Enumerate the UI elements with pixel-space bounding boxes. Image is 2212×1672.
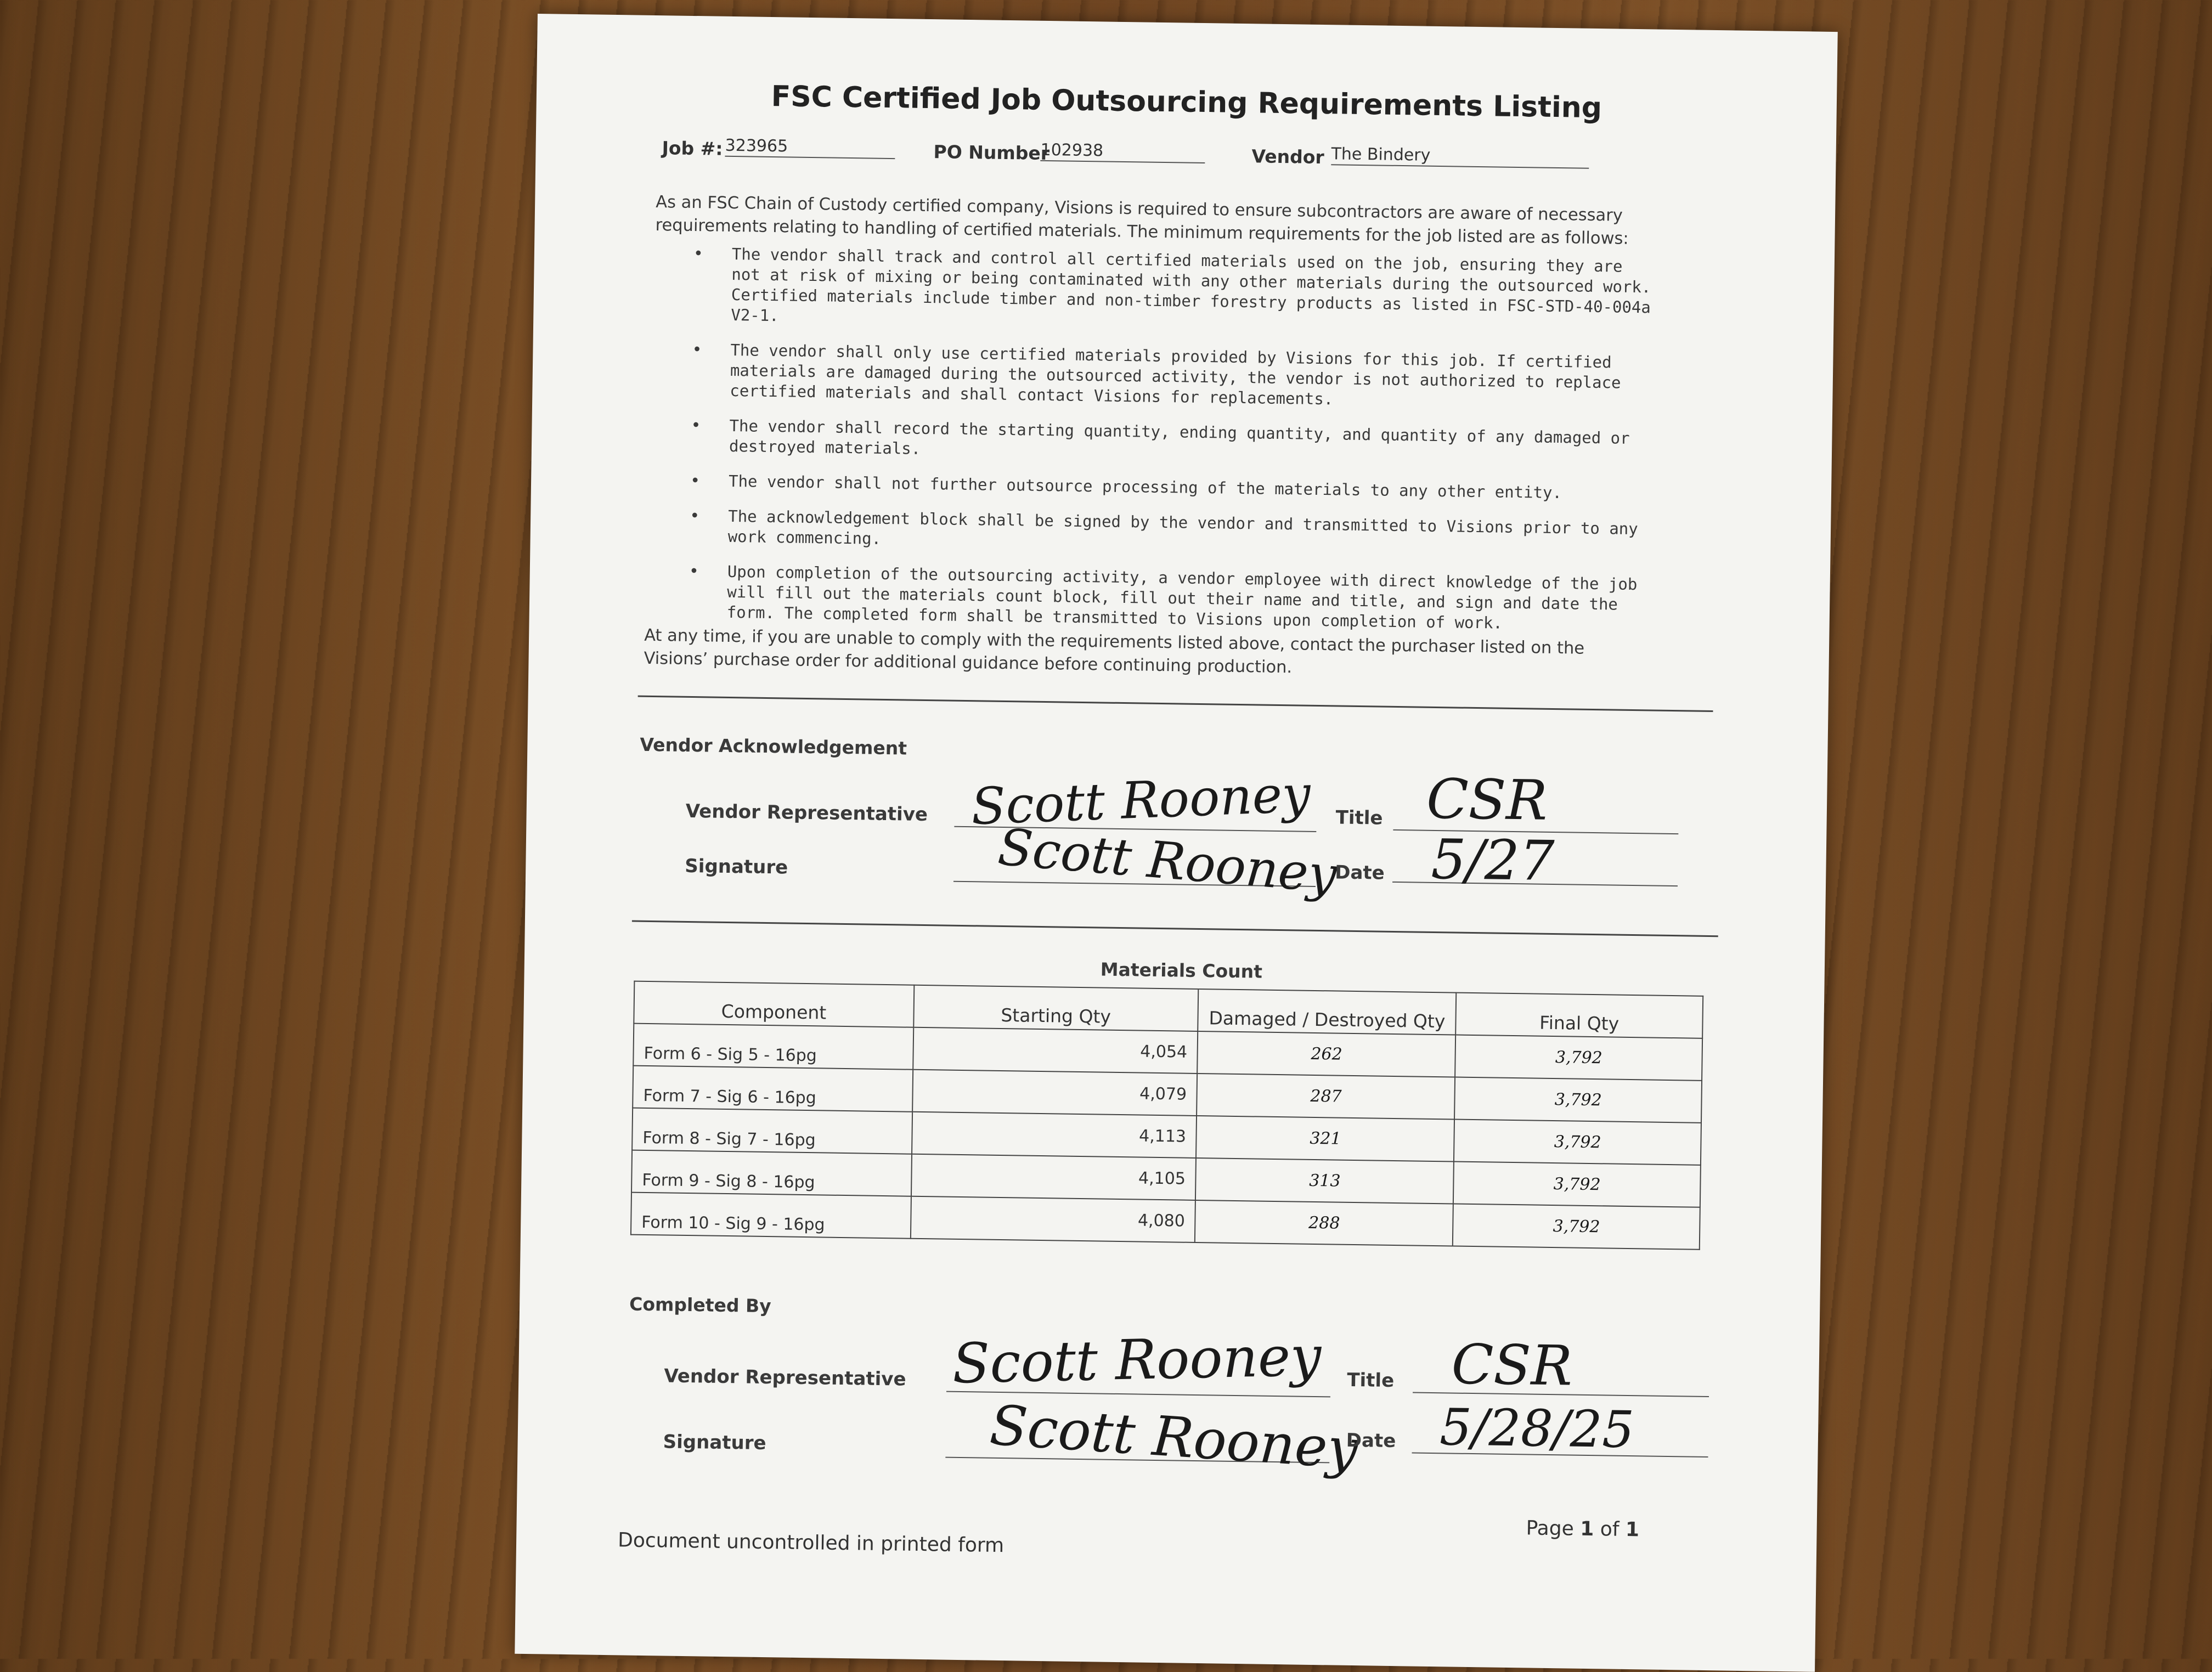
requirements-list — [688, 244, 1659, 651]
damaged-qty-cell: 262 — [1198, 1031, 1456, 1077]
final-qty-cell: 3,792 — [1455, 1035, 1703, 1081]
page-current: 1 — [1579, 1517, 1594, 1541]
requirement-item: • The acknowledgement block shall be signed by the vendor and transmitted to Visions prior to any work commencing. — [690, 506, 1638, 548]
bullet-icon: • — [689, 561, 699, 581]
bullet-icon: • — [690, 506, 700, 526]
vendor-label: Vendor — [1251, 145, 1324, 168]
starting-qty-cell: 4,080 — [911, 1196, 1196, 1242]
completed-signature-handwriting: Scott Rooney — [988, 1393, 1361, 1482]
requirement-item: • Upon completion of the outsourcing activity, a vendor employee with direct knowledge of the job will fill out the materials count block, fill out their name and title, and sign and date the form. The completed form shall be transmitted to Visions upon completion of work. — [689, 561, 1638, 632]
starting-qty-cell: 4,054 — [913, 1027, 1198, 1074]
job-number-field — [725, 136, 895, 159]
component-cell: Form 7 - Sig 6 - 16pg — [633, 1066, 913, 1112]
component-cell: Form 9 - Sig 8 - 16pg — [631, 1150, 912, 1196]
page-total: 1 — [1625, 1518, 1640, 1541]
section-divider — [632, 920, 1718, 937]
damaged-qty-cell: 313 — [1195, 1158, 1454, 1204]
job-number-value: 323965 — [725, 135, 788, 156]
form-sheet — [515, 14, 1838, 1672]
ack-signature-label: Signature — [685, 855, 788, 879]
footer-note: Document uncontrolled in printed form — [617, 1529, 1005, 1557]
final-qty-cell: 3,792 — [1453, 1204, 1700, 1250]
document-title: FSC Certified Job Outsourcing Requirements Listing — [771, 80, 1602, 125]
damaged-qty-cell: 287 — [1197, 1074, 1455, 1120]
requirement-item: • The vendor shall not further outsource processing of the materials to any other entity. — [690, 471, 1562, 502]
page-prefix: Page — [1526, 1517, 1575, 1540]
po-number-value: 102938 — [1040, 140, 1104, 161]
vendor-field — [1331, 144, 1589, 169]
column-header-final-qty: Final Qty — [1456, 993, 1703, 1038]
column-header-damaged-qty: Damaged / Destroyed Qty — [1198, 989, 1457, 1035]
starting-qty-cell: 4,113 — [912, 1112, 1197, 1158]
damaged-qty-cell: 321 — [1196, 1116, 1454, 1162]
ack-title-handwriting: CSR — [1426, 766, 1548, 833]
completed-date-handwriting: 5/28/25 — [1439, 1398, 1635, 1460]
final-qty-cell: 3,792 — [1453, 1162, 1701, 1207]
requirement-item: • The vendor shall record the starting quantity, ending quantity, and quantity of any damaged or destroyed materials. — [691, 415, 1630, 458]
column-header-component: Component — [634, 981, 914, 1027]
damaged-qty-cell: 288 — [1195, 1200, 1453, 1246]
completed-title-handwriting: CSR — [1451, 1332, 1573, 1398]
po-number-field — [1040, 140, 1205, 163]
job-label: Job #: — [662, 137, 723, 160]
section-divider — [638, 696, 1713, 712]
page-of: of — [1600, 1518, 1620, 1541]
ack-title-label: Title — [1335, 806, 1383, 829]
completed-rep-label: Vendor Representative — [664, 1365, 906, 1391]
materials-heading: Materials Count — [1100, 958, 1263, 982]
final-qty-cell: 3,792 — [1454, 1077, 1702, 1123]
column-header-starting-qty: Starting Qty — [913, 985, 1199, 1031]
completed-rep-handwriting: Scott Rooney — [951, 1324, 1322, 1396]
component-cell: Form 8 - Sig 7 - 16pg — [632, 1108, 912, 1154]
page-indicator — [1526, 1517, 1639, 1541]
ack-date-handwriting: 5/27 — [1430, 827, 1555, 894]
ack-signature-handwriting: Scott Rooney — [996, 817, 1339, 905]
closing-paragraph: At any time, if you are unable to comply with the requirements listed above, contact the purchaser listed on the Visions’ purchase order for additional guidance before continuing production. — [644, 625, 1585, 677]
ack-rep-handwriting: Scott Rooney — [970, 764, 1312, 837]
materials-count-table — [630, 981, 1703, 1250]
ack-rep-label: Vendor Representative — [685, 800, 928, 826]
intro-paragraph: As an FSC Chain of Custody certified company, Visions is required to ensure subcontractors are aware of necessary requirements relating to handling of certified materials. The minimum requirements for the job listed are as follows: — [655, 193, 1629, 248]
starting-qty-cell: 4,079 — [912, 1070, 1198, 1116]
vendor-value: The Bindery — [1331, 144, 1431, 165]
bullet-icon: • — [690, 471, 701, 491]
completed-date-label: Date — [1346, 1429, 1396, 1453]
completed-title-label: Title — [1347, 1369, 1395, 1392]
bullet-icon: • — [691, 415, 701, 436]
component-cell: Form 10 - Sig 9 - 16pg — [631, 1193, 911, 1239]
acknowledgement-heading: Vendor Acknowledgement — [640, 733, 907, 759]
po-label: PO Number — [933, 141, 1050, 165]
component-cell: Form 6 - Sig 5 - 16pg — [633, 1024, 913, 1070]
starting-qty-cell: 4,105 — [911, 1154, 1197, 1200]
bullet-icon: • — [692, 340, 702, 360]
requirement-item: • The vendor shall track and control all certified materials used on the job, ensuring they are not at risk of mixing or being contaminated with any other materials during the outsourced work. Certified materials include timber and non-timber forestry products as listed in FSC-STD-40-004a V2-1. — [693, 244, 1651, 325]
requirement-item: • The vendor shall only use certified materials provided by Visions for this job. If certified materials are damaged during the outsourced activity, the vendor is not authorized to replace certified materials and shall contact Visions for replacements. — [692, 340, 1621, 409]
bullet-icon: • — [693, 244, 704, 264]
completed-signature-label: Signature — [663, 1431, 766, 1455]
final-qty-cell: 3,792 — [1454, 1120, 1701, 1165]
completed-heading: Completed By — [629, 1293, 771, 1317]
ack-date-label: Date — [1335, 861, 1385, 884]
